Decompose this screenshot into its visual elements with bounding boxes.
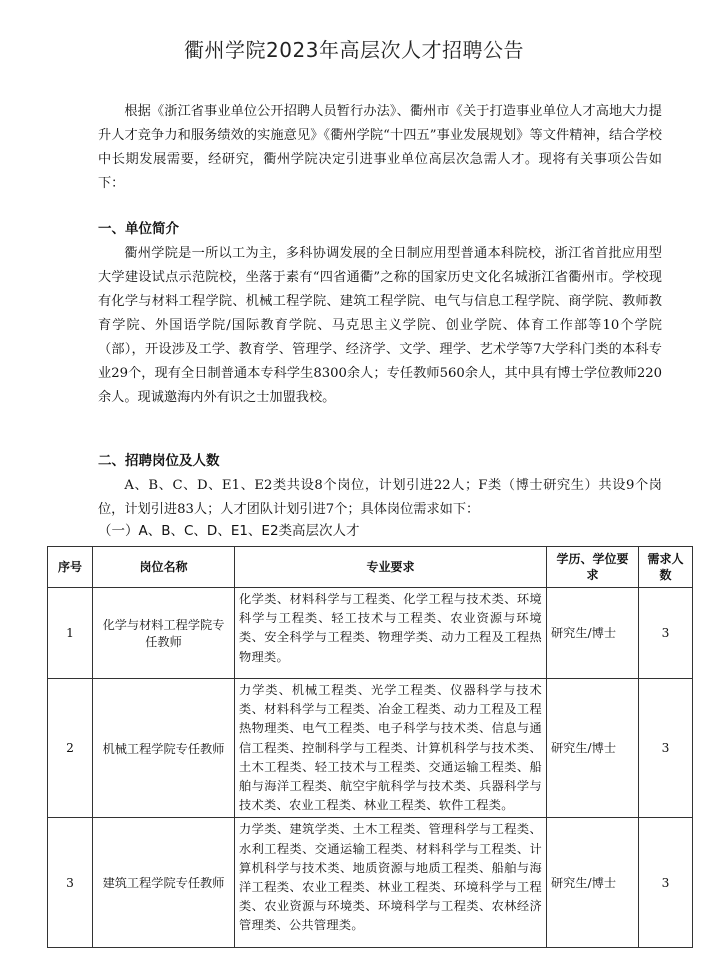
row-major: 力学类、机械工程类、光学工程类、仪器科学与技术类、材料科学与工程类、冶金工程类、动力工程及工程热物理类、电气工程类、电子科学与技术类、信息与通信工程类、控制科学与工程类、计算机科学与技术类、土木工程类、轻工技术与工程类、交通运输工程类、船舶与海洋工程类、航空宇航科学与技术类、兵器科学与技术类、农业工程类、林业工程类、软件工程类。 — [235, 679, 547, 818]
page-title: 衢州学院2023年高层次人才招聘公告 — [184, 38, 524, 62]
header-count: 需求人数 — [639, 547, 693, 588]
row-count: 3 — [639, 818, 693, 948]
row-count: 3 — [639, 679, 693, 818]
posts-paragraph: A、B、C、D、E1、E2类共设8个岗位，计划引进22人；F类（博士研究生）共设9个岗位，计划引进83人；人才团队计划引进7个；具体岗位需求如下： — [98, 478, 662, 517]
table-row — [48, 818, 693, 948]
table-row — [48, 679, 693, 818]
section-heading-posts: 二、招聘岗位及人数 — [98, 453, 220, 469]
row-major: 化学类、材料科学与工程类、化学工程与技术类、环境科学与工程类、轻工技术与工程类、农业资源与环境类、安全科学与工程类、物理学类、动力工程及工程热物理类。 — [235, 588, 547, 679]
subsection-heading: （一）A、B、C、D、E1、E2类高层次人才 — [98, 523, 360, 539]
section-heading-unit: 一、单位简介 — [98, 221, 179, 237]
row-no: 2 — [48, 679, 93, 818]
row-post: 建筑工程学院专任教师 — [93, 818, 235, 948]
header-post: 岗位名称 — [93, 547, 235, 588]
row-degree: 研究生/博士 — [547, 818, 639, 948]
row-degree: 研究生/博士 — [547, 679, 639, 818]
row-no: 3 — [48, 818, 93, 948]
row-major: 力学类、建筑学类、土木工程类、管理科学与工程类、水利工程类、交通运输工程类、材料科学与工程类、计算机科学与技术类、地质资源与地质工程类、船舶与海洋工程类、农业工程类、林业工程类、环境科学与工程类、农业资源与环境类、环境科学与工程类、农林经济管理类、公共管理类。 — [235, 818, 547, 948]
row-degree: 研究生/博士 — [547, 588, 639, 679]
table-header-row — [48, 547, 693, 588]
header-no: 序号 — [48, 547, 93, 588]
header-major: 专业要求 — [235, 547, 547, 588]
positions-table — [47, 546, 693, 948]
row-no: 1 — [48, 588, 93, 679]
intro-paragraph: 根据《浙江省事业单位公开招聘人员暂行办法》、衢州市《关于打造事业单位人才高地大力提升人才竞争力和服务绩效的实施意见》《衢州学院“十四五”事业发展规划》等文件精神，结合学校中长期发展需要，经研究，衢州学院决定引进事业单位高层次急需人才。现将有关事项公告如下： — [98, 104, 662, 191]
table-row — [48, 588, 693, 679]
row-count: 3 — [639, 588, 693, 679]
unit-intro-paragraph: 衢州学院是一所以工为主，多科协调发展的全日制应用型普通本科院校，浙江省首批应用型大学建设试点示范院校，坐落于素有“四省通衢”之称的国家历史文化名城浙江省衢州市。学校现有化学与材料工程学院、机械工程学院、建筑工程学院、电气与信息工程学院、商学院、教师教育学院、外国语学院/国际教育学院、马克思主义学院、创业学院、体育工作部等10个学院（部），开设涉及工学、教育学、管理学、经济学、文学、理学、艺术学等7大学科门类的本科专业29个，现有全日制普通本专科学生8300余人；专任教师560余人，其中具有博士学位教师220余人。现诚邀海内外有识之士加盟我校。 — [98, 246, 662, 405]
row-post: 机械工程学院专任教师 — [93, 679, 235, 818]
header-degree: 学历、学位要求 — [547, 547, 639, 588]
row-post: 化学与材料工程学院专任教师 — [93, 588, 235, 679]
